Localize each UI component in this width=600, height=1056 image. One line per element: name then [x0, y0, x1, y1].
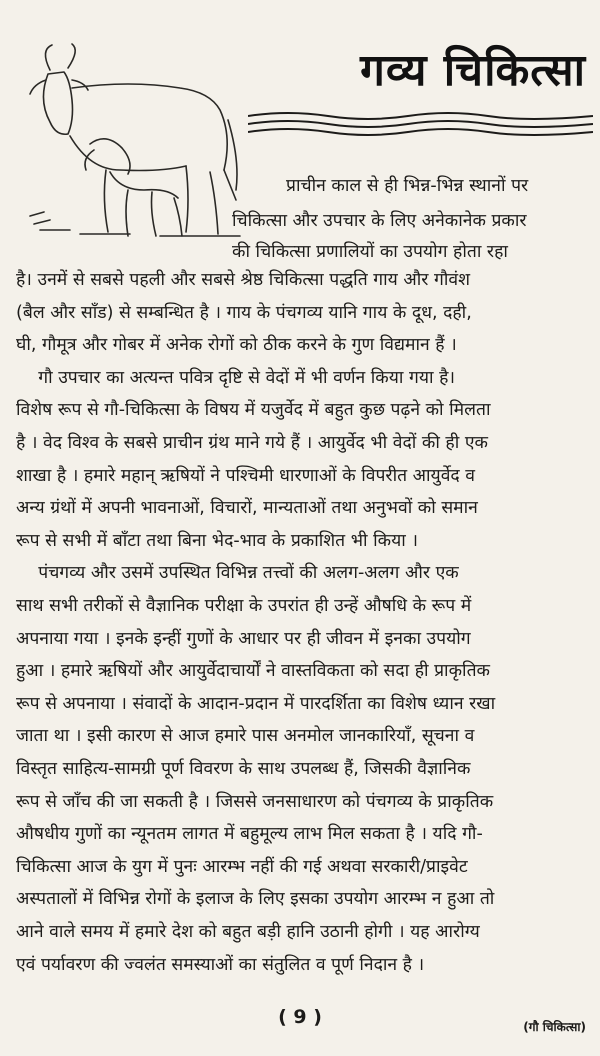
body-line: चिकित्सा आज के युग में पुनः आरम्भ नहीं की गई अथवा सरकारी/प्राइवेट	[16, 856, 468, 877]
body-line: पंचगव्य और उसमें उपस्थित विभिन्न तत्त्वों की अलग-अलग और एक	[16, 563, 459, 584]
body-line: अपनाया गया । इनके इन्हीं गुणों के आधार पर ही जीवन में इनका उपयोग	[16, 628, 471, 649]
intro-line-1: प्राचीन काल से ही भिन्न-भिन्न स्थानों पर	[286, 176, 529, 196]
body-line: शाखा है । हमारे महान् ऋषियों ने पश्चिमी धारणाओं के विपरीत आयुर्वेद व	[16, 465, 476, 486]
chapter-title: गव्य चिकित्सा	[360, 45, 586, 96]
title-decorative-rule	[248, 108, 593, 142]
body-line: साथ सभी तरीकों से वैज्ञानिक परीक्षा के उपरांत ही उन्हें औषधि के रूप में	[16, 596, 472, 616]
body-line: रूप से सभी में बाँटा तथा बिना भेद-भाव के प्रकाशित भी किया ।	[16, 530, 418, 551]
body-line: जाता था । इसी कारण से आज हमारे पास अनमोल जानकारियाँ, सूचना व	[16, 726, 475, 747]
body-line: औषधीय गुणों का न्यूनतम लागत में बहुमूल्य लाभ मिल सकता है । यदि गौ-	[16, 824, 483, 845]
intro-line-2: चिकित्सा और उपचार के लिए अनेकानेक प्रकार	[232, 211, 527, 231]
body-line: है । वेद विश्व के सबसे प्राचीन ग्रंथ माने गये हैं । आयुर्वेद भी वेदों की ही एक	[16, 433, 488, 453]
body-line: अन्य ग्रंथों में अपनी भावनाओं, विचारों, मान्यताओं तथा अनुभवों को समान	[16, 498, 478, 519]
cow-and-calf-illustration	[10, 40, 250, 240]
running-footer: (गौ चिकित्सा)	[523, 1020, 586, 1034]
body-line: विस्तृत साहित्य-सामग्री पूर्ण विवरण के साथ उपलब्ध हैं, जिसकी वैज्ञानिक	[16, 759, 471, 779]
body-line: (बैल और साँड) से सम्बन्धित है । गाय के पंचगव्य यानि गाय के दूध, दही,	[16, 302, 472, 323]
body-line: आने वाले समय में हमारे देश को बहुत बड़ी हानि उठानी होगी । यह आरोग्य	[16, 922, 480, 942]
intro-line-3: की चिकित्सा प्रणालियों का उपयोग होता रहा	[232, 242, 508, 262]
body-line: रूप से अपनाया । संवादों के आदान-प्रदान में पारदर्शिता का विशेष ध्यान रखा	[16, 693, 496, 714]
body-line: रूप से जाँच की जा सकती है । जिससे जनसाधारण को पंचगव्य के प्राकृतिक	[16, 791, 494, 812]
body-line: घी, गौमूत्र और गोबर में अनेक रोगों को ठीक करने के गुण विद्यमान हैं ।	[16, 335, 457, 356]
body-line: हुआ । हमारे ऋषियों और आयुर्वेदाचार्यों ने वास्तविकता को सदा ही प्राकृतिक	[16, 661, 490, 682]
body-line: अस्पतालों में विभिन्न रोगों के इलाज के लिए इसका उपयोग आरम्भ न हुआ तो	[16, 889, 495, 910]
body-line: है। उनमें से सबसे पहली और सबसे श्रेष्ठ चिकित्सा पद्धति गाय और गौवंश	[16, 270, 470, 290]
body-line: एवं पर्यावरण की ज्वलंत समस्याओं का संतुलित व पूर्ण निदान है ।	[16, 954, 425, 975]
body-line: विशेष रूप से गौ-चिकित्सा के विषय में यजुर्वेद में बहुत कुछ पढ़ने को मिलता	[16, 400, 491, 421]
page-number: ( 9 )	[278, 1006, 322, 1028]
body-line: गौ उपचार का अत्यन्त पवित्र दृष्टि से वेदों में भी वर्णन किया गया है।	[16, 367, 456, 388]
